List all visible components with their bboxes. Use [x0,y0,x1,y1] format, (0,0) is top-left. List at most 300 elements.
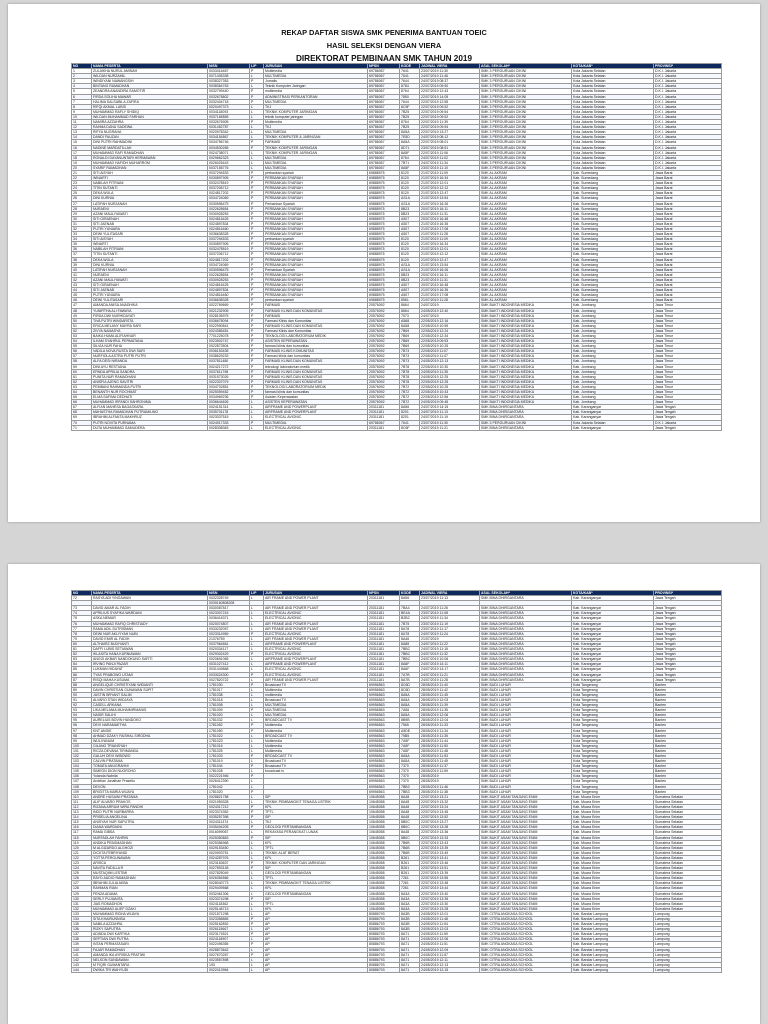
cell-col-gender: P [250,384,264,389]
cell-col-no: 66 [72,400,92,405]
cell-col-name: SITI JAENAB [92,288,208,293]
cell-col-major: Broadcast TV [264,764,368,769]
cell-col-code: 8A56 [400,596,420,601]
cell-col-code: 8664 [400,303,420,308]
cell-col-name: RISQI MAHA KUSUMA [92,677,208,682]
cell-col-code: 7565 [400,723,420,728]
cell-col-no: 7 [72,99,92,104]
cell-col-city: Kab. Jombang [572,339,654,344]
cell-col-code: AS1A [400,262,420,267]
cell-col-code: 7B78 [400,374,420,379]
cell-col-school: SMK 3 PERGURUAN CIKINI [480,109,572,114]
cell-col-province: D.K.I. Jakarta [654,135,722,140]
cell-col-no: 100 [72,743,92,748]
cell-col-code: 8201 [400,415,420,420]
cell-col-gender: P [250,728,264,733]
cell-col-npsn: 10645058 [368,810,400,815]
cell-col-nisn: 0037964661 [208,641,250,646]
cell-col-nisn: 0039160808208 [208,601,250,606]
cell-col-province: Jawa Barat [654,181,722,186]
cell-col-schedule: 24/05/2019 12:25 [420,374,480,379]
cell-col-major: GEOLOGI PERTAMBANGAN [264,871,368,876]
cell-col-code: 7370 [400,764,420,769]
cell-col-gender: L [250,109,264,114]
cell-col-province: Banten [654,718,722,723]
cell-col-major: TKJ [264,125,368,130]
cell-col-npsn: 20311181 [368,657,400,662]
cell-col-gender: P [250,140,264,145]
cell-col-schedule: 28/05/2019 11:35 [420,708,480,713]
cell-col-nisn: 0031452787 [208,125,250,130]
cell-col-npsn: 69888975 [368,242,400,247]
cell-col-major: AIRFRAME AND POWERPLANT [264,405,368,410]
cell-col-province: Lampung [654,957,722,962]
cell-col-major: PERBANKAN SYARIAH [264,257,368,262]
cell-col-city: Kab. Muara Enim [572,866,654,871]
cell-col-school: SMK BAKTI INDONESIA MEDIKA [480,359,572,364]
header-col-gender: L/P [250,64,264,69]
cell-col-city: Kota Jakarta Selatan [572,165,654,170]
cell-col-nisn: 0020334117 [208,647,250,652]
cell-col-code: 8120 [400,170,420,175]
header-col-schedule: JADWAL VIERA [420,64,480,69]
cell-col-major: ELECTRICAL AVIONIC [264,652,368,657]
cell-col-nisn: 0020903751 [208,850,250,855]
cell-col-school: SMK 3 PERGURUAN CIKINI [480,155,572,160]
cell-col-code: A568 [400,318,420,323]
cell-col-code: 8A71 [400,942,420,947]
cell-col-code: 8A3B [400,922,420,927]
cell-col-npsn: 10645058 [368,799,400,804]
cell-col-nisn: 1781050 [208,728,250,733]
cell-col-city: Kota Tangerang [572,784,654,789]
cell-col-schedule: 21/07/2019 12:47 [420,191,480,196]
cell-col-school: SMK AL AKRAM [480,186,572,191]
cell-col-nisn: 0036638328 [208,298,250,303]
cell-col-code: 8120 [400,181,420,186]
cell-col-gender: P [250,211,264,216]
cell-col-school: SMK 3 PERGURUAN CIKINI [480,135,572,140]
cell-col-nisn: 0024118362 [208,901,250,906]
cell-col-city: Kab. Jombang [572,333,654,338]
cell-col-city: Kab. Bandar Lampung [572,942,654,947]
cell-col-no: 64 [72,390,92,395]
cell-col-schedule: 24/05/2019 11:54 [420,922,480,927]
cell-col-no: 30 [72,216,92,221]
cell-col-code: 8120 [400,237,420,242]
cell-col-city: Kota Tangerang [572,718,654,723]
cell-col-gender: L [250,962,264,967]
cell-col-gender: P [250,277,264,282]
cell-col-name: WILDAN NURZAMIL [92,74,208,79]
cell-col-gender: P [250,672,264,677]
cell-col-schedule: 22/07/2019 13:35 [420,896,480,901]
cell-col-name: NURFIOLA ASTRA PUTRI PUTRI [92,354,208,359]
cell-col-name: ERICA MELANY MAYRA SARI [92,323,208,328]
cell-col-school: SMK AL AKRAM [480,176,572,181]
cell-col-major: TKJ [264,104,368,109]
cell-col-name: SERLY PUJIANITA [92,896,208,901]
cell-col-schedule: 22/05/2019 11:07 [420,349,480,354]
cell-col-province: Lampung [654,922,722,927]
cell-col-school: SMK BAKTI INDONESIA MEDIKA [480,369,572,374]
cell-col-npsn: 20311181 [368,631,400,636]
cell-col-city: Kab. Bandar Lampung [572,932,654,937]
cell-col-city: Kab. Sumedang [572,257,654,262]
cell-col-nisn: 0024311374 [208,820,250,825]
cell-col-schedule: 24/05/2019 11:51 [420,942,480,947]
cell-col-province: Jawa Tengah [654,631,722,636]
cell-col-no: 3 [72,79,92,84]
cell-col-code: A507 [400,283,420,288]
cell-col-nisn: 21376759 [208,636,250,641]
cell-col-province: D.K.I. Jakarta [654,109,722,114]
cell-col-code: 8A71 [400,932,420,937]
cell-col-nisn: 0023174521 [208,932,250,937]
cell-col-name: SITA KHAIRUNNISA [92,917,208,922]
cell-col-province: D.K.I. Jakarta [654,125,722,130]
cell-col-no: 133 [72,911,92,916]
cell-col-province: Jawa Tengah [654,667,722,672]
cell-col-no: 46 [72,298,92,303]
cell-col-major: AP [264,952,368,957]
cell-col-no: 104 [72,764,92,769]
cell-col-nisn: 0020691065 [208,657,250,662]
cell-col-city: Kab. Karanganyar [572,415,654,420]
cell-col-major: Multimedia [264,728,368,733]
cell-col-city: Kota Tangerang [572,697,654,702]
cell-col-npsn: 69956563 [368,687,400,692]
cell-col-npsn: 20576092 [368,395,400,400]
cell-col-province: Jawa Barat [654,206,722,211]
cell-col-no: 92 [72,703,92,708]
cell-col-gender: L [250,104,264,109]
cell-col-province: Sumatera Selatan [654,835,722,840]
cell-col-nisn: 0037294533 [208,237,250,242]
cell-col-no: 99 [72,738,92,743]
cell-col-nisn: 0038364763 [208,84,250,89]
cell-col-school: SMK BAKTI INDONESIA MEDIKA [480,379,572,384]
cell-col-major: AIRFRAME AND POWERPLANT [264,641,368,646]
cell-col-province: Jawa Tengah [654,626,722,631]
cell-col-code: 7641 [400,69,420,74]
cell-col-nisn: 0038629233 [208,354,250,359]
cell-col-province: D.K.I. Jakarta [654,99,722,104]
cell-col-code: 8784 [400,84,420,89]
cell-col-school: SMK BUKIT ASAM TANJUNG ENIM [480,804,572,809]
cell-col-nisn: 0028308363 [208,425,250,430]
cell-col-no: 51 [72,323,92,328]
cell-col-npsn: 20576092 [368,354,400,359]
cell-col-school: SMK AL AKRAM [480,242,572,247]
cell-col-name: AZANI MAULIYAWATI [92,277,208,282]
cell-col-nisn: 0022769669 [208,303,250,308]
cell-col-code: 8A7B [400,677,420,682]
cell-col-school: SMK BUKIT ASAM TANJUNG ENIM [480,886,572,891]
cell-col-npsn: 69888975 [368,237,400,242]
cell-col-city: Kab. Sumedang [572,216,654,221]
cell-col-name: ALIF ALVARO PRAKOS [92,799,208,804]
cell-col-code: 7B69 [400,339,420,344]
cell-col-code: 7644 [400,99,420,104]
cell-col-code: 8A78 [400,626,420,631]
cell-col-city: Kab. Muara Enim [572,799,654,804]
cell-col-major: MULTIMEDIA [264,130,368,135]
cell-col-name: DEVON [92,784,208,789]
cell-col-city: Kab. Bandar Lampung [572,947,654,952]
cell-col-schedule: 24/07/2019 11:22 [420,641,480,646]
cell-col-major: GEOLOGI PERTAMBANGAN [264,825,368,830]
cell-col-npsn: 69888975 [368,227,400,232]
cell-col-schedule: 28/05/2019 11:48 [420,748,480,753]
cell-col-province: Sumatera Selatan [654,876,722,881]
cell-col-city: Kota Tangerang [572,748,654,753]
cell-col-code: 7370 [400,769,420,774]
cell-col-code: 7261 [400,881,420,886]
cell-col-schedule: 22/07/2019 12:55 [420,99,480,104]
cell-col-province: Jawa Timur [654,364,722,369]
cell-col-schedule: 20/07/2019 16:48 [420,283,480,288]
cell-col-city: Kab. Jombang [572,364,654,369]
cell-col-name: RIZANA ARRUM WIRA PANDHI [92,804,208,809]
cell-col-school: SMK 3 PERGURUAN CIKINI [480,130,572,135]
cell-col-province: D.K.I. Jakarta [654,420,722,425]
cell-col-school: SMK 3 PERGURUAN CIKINI [480,150,572,155]
cell-col-city: Kab. Karanganyar [572,425,654,430]
cell-col-nisn: 0037611798 [208,369,250,374]
cell-col-no: 103 [72,759,92,764]
cell-col-major: ELECTRICAL AVIONIC [264,415,368,420]
cell-col-npsn: 20576092 [368,390,400,395]
cell-col-schedule: 22/07/2019 13:41 [420,855,480,860]
cell-col-nisn: 0033416467 [208,69,250,74]
cell-col-code: 8A5F [400,150,420,155]
cell-col-major: TEKNIK ALAT BERAT [264,850,368,855]
cell-col-name: NABILA AZZAHRA [92,922,208,927]
cell-col-nisn: 0034118093 [208,109,250,114]
cell-col-major: PERBANKAN SYARIAH [264,283,368,288]
cell-col-npsn: 20576092 [368,359,400,364]
cell-col-nisn: 0020074807 [208,621,250,626]
cell-col-npsn: 69956563 [368,774,400,779]
cell-col-no: 84 [72,662,92,667]
cell-col-name: NELSON SUNDAWAN [92,957,208,962]
cell-col-city: Kab. Karanganyar [572,641,654,646]
cell-col-name: ANISYAH NUR SAPUTRA [92,820,208,825]
cell-col-nisn: 0022628654 [208,206,250,211]
cell-col-code: 7370 [400,779,420,784]
cell-col-school: SMK BINA DHIRGANTARA [480,657,572,662]
cell-col-npsn: 69888975 [368,176,400,181]
cell-col-name: IBRAHIM ALFANTA MAKHRUZ [92,415,208,420]
cell-col-school: SMK 3 PERGURUAN CIKINI [480,84,572,89]
cell-col-npsn: 69888975 [368,257,400,262]
cell-col-major: BROADCAST TV [264,733,368,738]
cell-col-name: BENANTH NUR ROCHMAT [92,390,208,395]
cell-col-npsn: 69786067 [368,155,400,160]
cell-col-npsn: 80886793 [368,937,400,942]
cell-col-major: FARMASI [264,313,368,318]
cell-col-schedule: 24/07/2019 [420,313,480,318]
cell-col-name: ELMA SAFIMA DEDHATI [92,395,208,400]
cell-col-school: SMK BAKTI INDONESIA MEDIKA [480,374,572,379]
cell-col-gender: L [250,820,264,825]
cell-col-school: SMK BUKIT ASAM TANJUNG ENIM [480,871,572,876]
cell-col-province: Sumatera Selatan [654,804,722,809]
cell-col-npsn: 69786067 [368,114,400,119]
cell-col-code: 8A5A [400,713,420,718]
cell-col-school: SMK BUDI LUHUR [480,697,572,702]
cell-col-school: SMK 3 PERGURUAN CIKINI [480,420,572,425]
cell-col-province: D.K.I. Jakarta [654,145,722,150]
cell-col-code: AS1A [400,267,420,272]
cell-col-nisn: 7701225078 [208,333,250,338]
cell-col-nisn: 0030596475 [208,201,250,206]
cell-col-school: SMK BUDI LUHUR [480,733,572,738]
cell-col-nisn: 0028105975 [208,313,250,318]
cell-col-no: 69 [72,415,92,420]
cell-col-schedule: 21/07/2019 11:09 [420,237,480,242]
cell-col-city: Kab. Sumedang [572,283,654,288]
cell-col-nisn: 1781008 [208,703,250,708]
cell-col-school: SMK BUKIT ASAM TANJUNG ENIM [480,825,572,830]
cell-col-schedule: 21/07/2019 11:31 [420,277,480,282]
cell-col-no: 22 [72,176,92,181]
cell-col-schedule: 24/07/2019 11:46 [420,74,480,79]
cell-col-nisn: 0037206712 [208,252,250,257]
cell-col-schedule: 21/07/2019 16:26 [420,267,480,272]
cell-col-gender: P [250,359,264,364]
cell-col-npsn: 69956563 [368,723,400,728]
cell-col-nisn: 0023163637 [208,860,250,865]
cell-col-province: Lampung [654,911,722,916]
cell-col-school: SMK 3 PERGURUAN CIKINI [480,79,572,84]
cell-col-name: IKLASITA HANA KURNIAWAN [92,652,208,657]
cell-col-npsn: 69888975 [368,201,400,206]
cell-col-name: ANDIKA PRASMADHAN [92,840,208,845]
cell-col-nisn: 0027893145 [208,866,250,871]
cell-col-code: 7B73 [400,359,420,364]
cell-col-gender: L [250,125,264,130]
cell-col-code: 7B72 [400,384,420,389]
cell-col-code: 8A71 [400,937,420,942]
cell-col-schedule: 21/07/2019 12:12 [420,186,480,191]
cell-col-code: 8B23 [400,272,420,277]
cell-col-city: Kab. Muara Enim [572,871,654,876]
cell-col-gender: P [250,835,264,840]
cell-col-gender: P [250,789,264,794]
cell-col-schedule: 22/07/2019 13:39 [420,871,480,876]
cell-col-nisn: 0024897834 [208,221,250,226]
cell-col-major: Farmasi Klinis dan Komunitas [264,318,368,323]
cell-col-code: 7BB3 [400,784,420,789]
cell-col-no: 111 [72,799,92,804]
cell-col-no: 135 [72,922,92,927]
cell-col-code: 7B72 [400,390,420,395]
document-title: REKAP DAFTAR SISWA SMK PENERIMA BANTUAN TOEIC [281,28,487,37]
cell-col-name: DWIKA TRI WAHYUDI [92,967,208,972]
cell-col-city: Kab. Muara Enim [572,815,654,820]
cell-col-name: MUHAMMAD IRFANDI SAHRONIMA [92,400,208,405]
cell-col-school: SMK BUDI LUHUR [480,784,572,789]
cell-col-city: Kab. Muara Enim [572,891,654,896]
cell-col-npsn: 69888975 [368,247,400,252]
cell-col-name: DINI AYU RESTIANA [92,364,208,369]
cell-col-no: 89 [72,687,92,692]
cell-col-code: 8B0C [400,835,420,840]
cell-col-major: AIR FRAME AND POWER PLANT [264,636,368,641]
cell-col-schedule: 22/07/2019 13:28 [420,906,480,911]
cell-col-major: MULTIMEDIA [264,708,368,713]
cell-col-name: WINARTI [92,242,208,247]
cell-col-schedule: 21/07/2019 16:26 [420,201,480,206]
cell-col-schedule: 22/07/2019 14:05 [420,94,480,99]
cell-col-npsn: 20311181 [368,405,400,410]
cell-col-major: Broadcast TV [264,682,368,687]
cell-col-nisn: 0035494205 [208,825,250,830]
cell-col-city: Kab. Jombang [572,344,654,349]
cell-col-name: NASIR SALIHI [92,713,208,718]
cell-col-major: Multimedia [264,738,368,743]
cell-col-code: 7B71 [400,160,420,165]
cell-col-name: DEVI NARAMAETHA [92,723,208,728]
cell-col-code: 8120 [400,252,420,257]
cell-col-city: Kota Tangerang [572,687,654,692]
cell-col-name: WINARTI [92,176,208,181]
cell-col-gender: L [250,967,264,972]
cell-col-schedule: 22/07/2019 13:30 [420,901,480,906]
cell-col-code: B261 [400,860,420,865]
cell-col-schedule: 24/07/2019 11:02 [420,155,480,160]
cell-col-npsn: 20576092 [368,364,400,369]
cell-col-code: 8A5A [400,697,420,702]
cell-col-name: SITI JAENAB [92,221,208,226]
cell-col-no: 98 [72,733,92,738]
cell-col-schedule: 22/05/2019 12:16 [420,318,480,323]
cell-col-nisn: 0037206712 [208,186,250,191]
cell-col-name: TIVA PUTRI WINDARSTA [92,318,208,323]
cell-col-city: Kota Tangerang [572,728,654,733]
cell-col-gender: P [250,682,264,687]
cell-col-schedule: 28/05/2019 11:38 [420,789,480,794]
cell-col-schedule: 22/07/2019 09:54 [420,125,480,130]
cell-col-province: Jawa Tengah [654,621,722,626]
cell-col-npsn: 10645058 [368,820,400,825]
cell-col-schedule: 21/07/2019 11:31 [420,211,480,216]
cell-col-province: Jawa Timur [654,333,722,338]
cell-col-province: Jawa Barat [654,288,722,293]
cell-col-city: Kota Jakarta Selatan [572,99,654,104]
cell-col-npsn: 10645058 [368,906,400,911]
cell-col-school: SMK BINA DHIRGANTARA [480,596,572,601]
cell-col-province: D.K.I. Jakarta [654,150,722,155]
cell-col-major: Multimedia [264,748,368,753]
cell-col-schedule: 22/05/2019 10:25 [420,344,480,349]
cell-col-schedule: 21/07/2019 12:12 [420,252,480,257]
cell-col-province: Banten [654,708,722,713]
cell-col-nisn: 0030087817 [208,606,250,611]
cell-col-city: Kab. Sumedang [572,176,654,181]
cell-col-code: 8A48 [400,799,420,804]
cell-col-nisn: 0024738071 [208,150,250,155]
cell-col-gender: P [250,349,264,354]
cell-col-gender: P [250,232,264,237]
cell-col-code: 8A78 [400,631,420,636]
cell-col-name: DAVIN CHRISTIAN GUNAWAN SUPIT [92,687,208,692]
cell-col-school: SMK BUDI LUHUR [480,759,572,764]
cell-col-code: 8A5A [400,754,420,759]
cell-col-name: CASELL ARKANA [92,703,208,708]
